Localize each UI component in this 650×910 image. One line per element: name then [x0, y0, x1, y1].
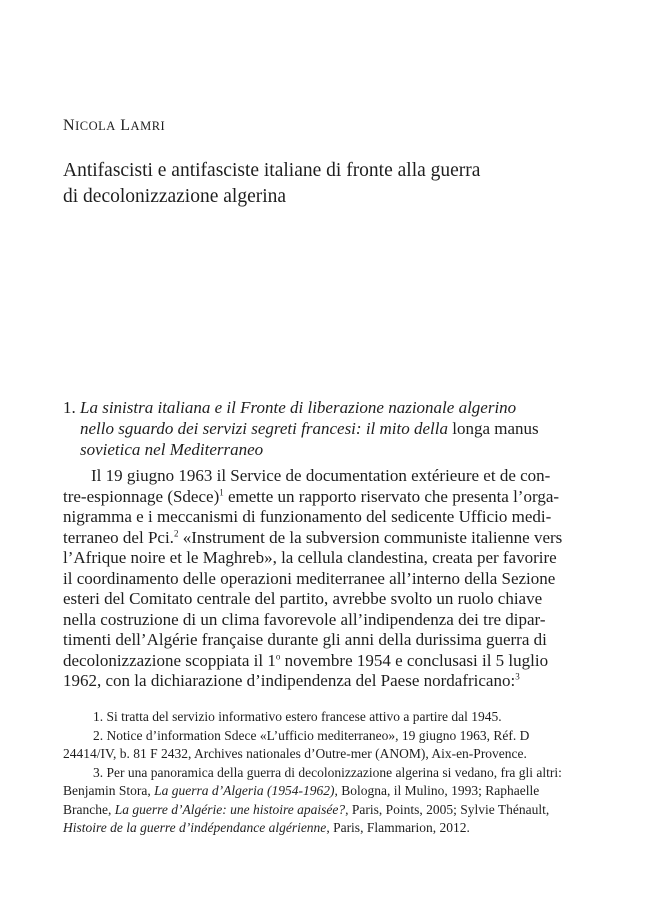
- footnote-ref-3: 3: [515, 671, 520, 682]
- body-line: Il 19 giugno 1963 il Service de documentation extérieure et de con-: [91, 466, 551, 485]
- footnotes: [63, 708, 585, 838]
- footnote-1: 1. Si tratta del servizio informativo estero francese attivo a partire dal 1945.: [93, 709, 502, 724]
- section-title-line-1: La sinistra italiana e il Fronte di liberazione nazionale algerino: [80, 398, 517, 417]
- book-title-thenault: Histoire de la guerre d’indépendance algérienne: [63, 820, 327, 835]
- footnote-3: 3. Per una panoramica della guerra di decolonizzazione algerina si vedano, fra gli altri:: [93, 764, 562, 780]
- body-line: l’Afrique noire et le Maghreb», la cellula clandestina, creata per favorire: [63, 548, 557, 567]
- body-line: 1962, con la dichiarazione d’indipendenza del Paese nordafricano:$^3$: [63, 671, 520, 690]
- ordinal-superscript: o: [275, 650, 281, 661]
- footnote-ref-2: 2: [173, 527, 179, 538]
- footnote-2-cont: 24414/IV, b. 81 F 2432, Archives nationales d’Outre-mer (ANOM), Aix-en-Provence.: [63, 746, 527, 761]
- body-line: tre-espionnage (Sdece)$^1$ emette un rapporto riservato che presenta l’orga-: [63, 486, 560, 506]
- body-line: terraneo del Pci.$^2$ «Instrument de la subversion communiste italienne vers: [63, 527, 563, 547]
- section-title-line-3: sovietica nel Mediterraneo: [80, 440, 264, 459]
- body-line: decolonizzazione scoppiata il 1$^o$ novembre 1954 e conclusasi il 5 luglio: [63, 650, 549, 670]
- body-line: esteri del Comitato centrale del partito, avrebbe svolto un ruolo chiave: [63, 589, 543, 608]
- section-heading: [63, 397, 583, 460]
- section-number: 1.: [63, 398, 76, 417]
- section-title-longa-manus: longa manus: [447, 419, 539, 438]
- footnote-2: 2. Notice d’information Sdece «L’ufficio mediterraneo», 19 giugno 1963, Réf. D: [93, 727, 530, 743]
- book-title-stora: La guerra d’Algeria (1954-1962): [154, 783, 335, 798]
- footnote-3-cont: Benjamin Stora, La guerra d’Algeria (1954-1962), Bologna, il Mulino, 1993; Raphaelle: [63, 783, 540, 798]
- footnote-3-cont: Histoire de la guerre d’indépendance algérienne, Paris, Flammarion, 2012.: [63, 820, 470, 835]
- title-line-1: Antifascisti e antifasciste italiane di fronte alla guerra: [63, 160, 481, 181]
- author-name: NICOLA LAMRI: [63, 117, 166, 134]
- body-paragraph: [63, 466, 585, 692]
- title-line-2: di decolonizzazione algerina: [63, 186, 287, 207]
- article-title: [63, 158, 480, 210]
- body-line: il coordinamento delle operazioni mediterranee all’interno della Sezione: [63, 568, 556, 588]
- section-title-line-2: nello sguardo dei servizi segreti francesi: il mito della: [80, 419, 448, 438]
- footnote-ref-1: 1: [219, 486, 224, 497]
- body-line: nella costruzione di un clima favorevole all’indipendenza dei tre dipar-: [63, 609, 546, 629]
- body-line: nigramma e i meccanismi di funzionamento del sedicente Ufficio medi-: [63, 507, 552, 526]
- body-line: timenti dell’Algérie française durante gli anni della durissima guerra di: [63, 630, 547, 649]
- book-title-branche: La guerre d’Algérie: une histoire apaisée?: [114, 801, 346, 817]
- footnote-3-cont: Branche, La guerre d’Algérie: une histoire apaisée?, Paris, Points, 2005; Sylvie Thénault,: [63, 801, 550, 817]
